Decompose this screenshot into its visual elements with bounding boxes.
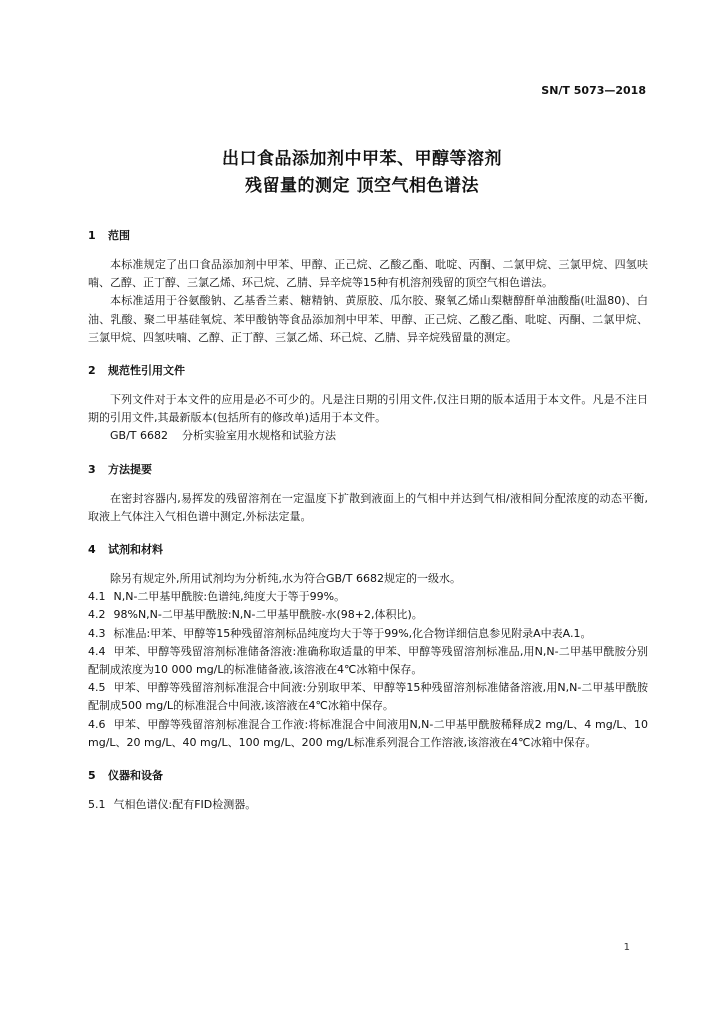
section-title: 试剂和材料 bbox=[108, 543, 163, 557]
title-line-1: 出口食品添加剂中甲苯、甲醇等溶剂 bbox=[222, 149, 502, 169]
clause-item bbox=[88, 796, 648, 814]
section-number: 2 bbox=[88, 364, 96, 378]
normative-reference bbox=[88, 427, 648, 445]
clause-text: 甲苯、甲醇等残留溶剂标准混合工作液:将标准混合中间液用N,N-二甲基甲酰胺稀释成2 mg/L、4 mg/L、10 mg/L、20 mg/L、40 mg/L、100 mg/L、200 mg/L标准系列混合工作溶液,该溶液在4℃冰箱中保存。 bbox=[88, 717, 648, 749]
clause-text: N,N-二甲基甲酰胺:色谱纯,纯度大于等于99%。 bbox=[113, 590, 346, 604]
clause-number: 4.2 bbox=[88, 608, 106, 622]
clause-number: 4.4 bbox=[88, 644, 106, 658]
section-number: 4 bbox=[88, 543, 96, 557]
reference-title: 分析实验室用水规格和试验方法 bbox=[182, 429, 336, 443]
standard-code: SN/T 5073—2018 bbox=[541, 84, 646, 97]
section-title: 规范性引用文件 bbox=[108, 364, 185, 378]
section-number: 1 bbox=[88, 229, 96, 242]
document-title bbox=[0, 146, 724, 200]
section-heading-3 bbox=[88, 462, 648, 478]
clause-number: 4.6 bbox=[88, 717, 106, 731]
section-heading-2 bbox=[88, 363, 648, 379]
clause-number: 4.1 bbox=[88, 590, 106, 604]
clause-item bbox=[88, 606, 648, 624]
section-number: 3 bbox=[88, 462, 96, 476]
clause-item bbox=[88, 716, 648, 752]
section-3-paragraph-1: 在密封容器内,易挥发的残留溶剂在一定温度下扩散到液面上的气相中并达到气相/液相间分配浓度的动态平衡,取液上气体注入气相色谱中测定,外标法定量。 bbox=[88, 491, 648, 523]
section-4-paragraph-1: 除另有规定外,所用试剂均为分析纯,水为符合GB/T 6682规定的一级水。 bbox=[110, 572, 461, 586]
clause-item bbox=[88, 588, 648, 606]
section-title: 仪器和设备 bbox=[108, 769, 163, 783]
clause-item bbox=[88, 679, 648, 715]
document-body bbox=[88, 228, 648, 814]
section-2-paragraph-1: 下列文件对于本文件的应用是必不可少的。凡是注日期的引用文件,仅注日期的版本适用于本文件。凡是不注日期的引用文件,其最新版本(包括所有的修改单)适用于本文件。 bbox=[88, 393, 648, 425]
clause-text: 甲苯、甲醇等残留溶剂标准储备溶液:准确称取适量的甲苯、甲醇等残留溶剂标准品,用N,N-二甲基甲酰胺分别配制成浓度为10 000 mg/L的标准储备液,该溶液在4℃冰箱中保存。 bbox=[88, 644, 648, 677]
section-title: 范围 bbox=[108, 229, 130, 242]
title-line-2: 残留量的测定 顶空气相色谱法 bbox=[245, 176, 479, 196]
clause-text: 标准品:甲苯、甲醇等15种残留溶剂标品纯度均大于等于99%,化合物详细信息参见附录A中表A.1。 bbox=[113, 626, 592, 640]
clause-item bbox=[88, 643, 648, 679]
clause-text: 甲苯、甲醇等残留溶剂标准混合中间液:分别取甲苯、甲醇等15种残留溶剂标准储备溶液,用N,N-二甲基甲酰胺配制成500 mg/L的标准混合中间液,该溶液在4℃冰箱中保存。 bbox=[88, 681, 648, 713]
clause-text: 气相色谱仪:配有FID检测器。 bbox=[113, 798, 257, 812]
section-heading-1 bbox=[88, 228, 648, 244]
section-title: 方法提要 bbox=[108, 462, 152, 476]
section-heading-4 bbox=[88, 542, 648, 558]
section-heading-5 bbox=[88, 768, 648, 784]
clause-text: 98%N,N-二甲基甲酰胺:N,N-二甲基甲酰胺-水(98+2,体积比)。 bbox=[113, 608, 423, 622]
section-number: 5 bbox=[88, 769, 96, 783]
clause-item bbox=[88, 625, 648, 643]
page-number: 1 bbox=[623, 942, 630, 953]
section-1-paragraph-2: 本标准适用于谷氨酸钠、乙基香兰素、糖精钠、黄原胶、瓜尔胶、聚氧乙烯山梨糖醇酐单油酸酯(吐温80)、白油、乳酸、聚二甲基硅氧烷、苯甲酸钠等食品添加剂中甲苯、甲醇、正己烷、乙酸乙酯、吡啶、丙酮、二氯甲烷、三氯甲烷、四氢呋喃、乙醇、正丁醇、三氯乙烯、环己烷、乙腈、异辛烷残留量的测定。 bbox=[88, 294, 648, 344]
clause-number: 4.3 bbox=[88, 626, 106, 640]
clause-number: 4.5 bbox=[88, 681, 106, 695]
clause-number: 5.1 bbox=[88, 798, 106, 812]
reference-code: GB/T 6682 bbox=[110, 429, 168, 443]
section-1-paragraph-1: 本标准规定了出口食品添加剂中甲苯、甲醇、正己烷、乙酸乙酯、吡啶、丙酮、二氯甲烷、三氯甲烷、四氢呋喃、乙醇、正丁醇、三氯乙烯、环己烷、乙腈、异辛烷等15种有机溶剂残留的顶空气相色谱法。 bbox=[88, 258, 648, 290]
